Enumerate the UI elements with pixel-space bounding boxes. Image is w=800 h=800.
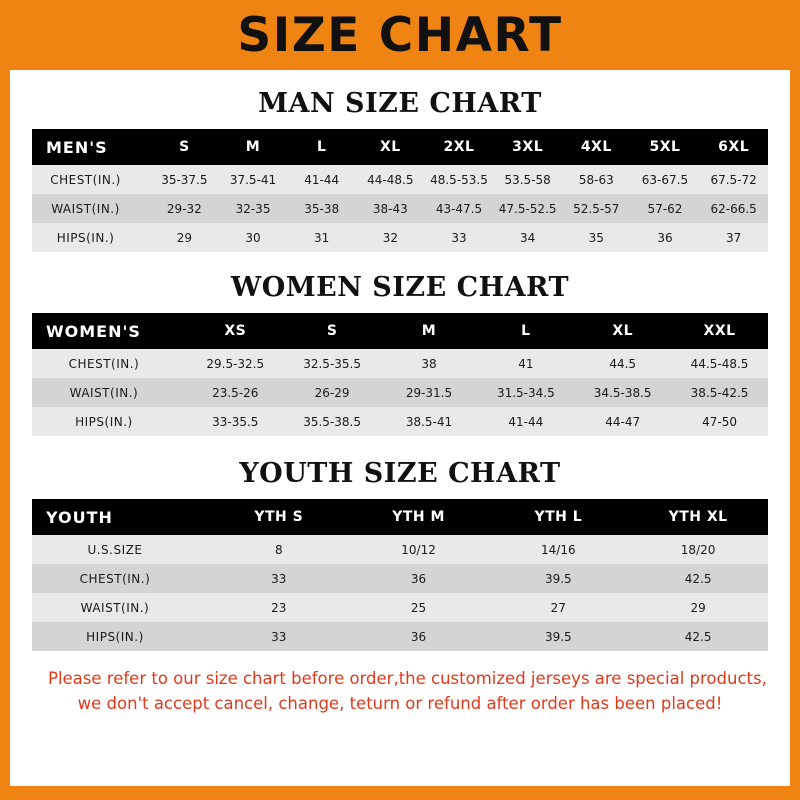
men-col-0: S (150, 129, 219, 165)
men-col-4: 2XL (425, 129, 494, 165)
youth-table-head (32, 499, 768, 535)
youth-row-0-val-0: 8 (209, 535, 349, 564)
women-row-1-val-3: 31.5-34.5 (477, 378, 574, 407)
table-row (32, 535, 768, 564)
men-row-2-val-6: 35 (562, 223, 631, 252)
men-header-row (32, 129, 768, 165)
men-row-0-val-8: 67.5-72 (699, 165, 768, 194)
men-col-1: M (219, 129, 288, 165)
women-row-1-val-4: 34.5-38.5 (574, 378, 671, 407)
men-row-1-val-0: 29-32 (150, 194, 219, 223)
men-row-1-val-2: 35-38 (287, 194, 356, 223)
youth-row-2-val-2: 27 (488, 593, 628, 622)
men-size-table (32, 129, 768, 252)
women-row-2-val-0: 33-35.5 (187, 407, 284, 436)
men-row-2-label: HIPS(IN.) (32, 223, 150, 252)
women-row-1-val-5: 38.5-42.5 (671, 378, 768, 407)
youth-col-1: YTH M (349, 499, 489, 535)
men-row-0-val-4: 48.5-53.5 (425, 165, 494, 194)
youth-col-3: YTH XL (628, 499, 768, 535)
men-col-6: 4XL (562, 129, 631, 165)
men-row-1-val-1: 32-35 (219, 194, 288, 223)
footer-line-1: Please refer to our size chart before order,the customized jerseys are special products, (48, 669, 767, 688)
women-header-label: WOMEN'S (32, 313, 187, 349)
men-row-0-val-5: 53.5-58 (493, 165, 562, 194)
women-row-0-val-2: 38 (381, 349, 478, 378)
page-footer-band (0, 786, 800, 800)
women-col-2: M (381, 313, 478, 349)
women-row-1-val-0: 23.5-26 (187, 378, 284, 407)
men-row-0-val-1: 37.5-41 (219, 165, 288, 194)
youth-row-1-label: CHEST(IN.) (32, 564, 209, 593)
women-size-table (32, 313, 768, 436)
women-row-0-label: CHEST(IN.) (32, 349, 187, 378)
men-row-2-val-1: 30 (219, 223, 288, 252)
women-section-title: WOMEN SIZE CHART (230, 272, 570, 303)
men-row-2-val-2: 31 (287, 223, 356, 252)
men-row-2-val-7: 36 (631, 223, 700, 252)
table-row (32, 593, 768, 622)
women-row-1-val-2: 29-31.5 (381, 378, 478, 407)
men-row-1-val-6: 52.5-57 (562, 194, 631, 223)
men-row-2-val-4: 33 (425, 223, 494, 252)
page-title: SIZE CHART (237, 7, 563, 63)
youth-size-table (32, 499, 768, 651)
youth-col-0: YTH S (209, 499, 349, 535)
youth-row-3-label: HIPS(IN.) (32, 622, 209, 651)
women-header-row (32, 313, 768, 349)
youth-row-2-label: WAIST(IN.) (32, 593, 209, 622)
youth-row-0-val-1: 10/12 (349, 535, 489, 564)
youth-table-body (32, 535, 768, 651)
youth-row-1-val-2: 39.5 (488, 564, 628, 593)
women-col-5: XXL (671, 313, 768, 349)
men-row-0-val-2: 41-44 (287, 165, 356, 194)
youth-row-1-val-1: 36 (349, 564, 489, 593)
men-row-1-label: WAIST(IN.) (32, 194, 150, 223)
men-row-1-val-5: 47.5-52.5 (493, 194, 562, 223)
page-header-band (0, 0, 800, 70)
men-row-2-val-5: 34 (493, 223, 562, 252)
youth-row-3-val-0: 33 (209, 622, 349, 651)
footer-line-2: we don't accept cancel, change, teturn or refund after order has been placed! (77, 693, 723, 713)
men-col-8: 6XL (699, 129, 768, 165)
women-row-1-val-1: 26-29 (284, 378, 381, 407)
women-row-2-val-5: 47-50 (671, 407, 768, 436)
table-row (32, 349, 768, 378)
table-row (32, 194, 768, 223)
women-table-head (32, 313, 768, 349)
men-row-0-val-6: 58-63 (562, 165, 631, 194)
footer-disclaimer (48, 667, 767, 717)
men-header-label: MEN'S (32, 129, 150, 165)
women-row-2-val-3: 41-44 (477, 407, 574, 436)
men-row-0-val-3: 44-48.5 (356, 165, 425, 194)
women-col-0: XS (187, 313, 284, 349)
youth-header-row (32, 499, 768, 535)
women-row-1-label: WAIST(IN.) (32, 378, 187, 407)
men-table-head (32, 129, 768, 165)
men-section-title: MAN SIZE CHART (258, 88, 542, 119)
youth-row-1-val-3: 42.5 (628, 564, 768, 593)
men-row-2-val-3: 32 (356, 223, 425, 252)
table-row (32, 407, 768, 436)
men-row-1-val-7: 57-62 (631, 194, 700, 223)
men-row-2-val-8: 37 (699, 223, 768, 252)
women-col-4: XL (574, 313, 671, 349)
table-row (32, 622, 768, 651)
women-row-0-val-5: 44.5-48.5 (671, 349, 768, 378)
youth-row-3-val-1: 36 (349, 622, 489, 651)
women-col-3: L (477, 313, 574, 349)
women-row-2-label: HIPS(IN.) (32, 407, 187, 436)
men-row-1-val-3: 38-43 (356, 194, 425, 223)
youth-row-1-val-0: 33 (209, 564, 349, 593)
men-row-1-val-4: 43-47.5 (425, 194, 494, 223)
youth-row-0-val-2: 14/16 (488, 535, 628, 564)
women-table-body (32, 349, 768, 436)
men-row-0-label: CHEST(IN.) (32, 165, 150, 194)
men-row-1-val-8: 62-66.5 (699, 194, 768, 223)
men-col-2: L (287, 129, 356, 165)
youth-col-2: YTH L (488, 499, 628, 535)
youth-header-label: YOUTH (32, 499, 209, 535)
women-col-1: S (284, 313, 381, 349)
youth-row-0-label: U.S.SIZE (32, 535, 209, 564)
youth-row-0-val-3: 18/20 (628, 535, 768, 564)
women-row-2-val-4: 44-47 (574, 407, 671, 436)
women-row-0-val-3: 41 (477, 349, 574, 378)
youth-row-3-val-3: 42.5 (628, 622, 768, 651)
table-row (32, 165, 768, 194)
women-row-2-val-2: 38.5-41 (381, 407, 478, 436)
men-col-7: 5XL (631, 129, 700, 165)
youth-row-3-val-2: 39.5 (488, 622, 628, 651)
youth-section-title: YOUTH SIZE CHART (239, 458, 561, 489)
table-row (32, 223, 768, 252)
women-row-2-val-1: 35.5-38.5 (284, 407, 381, 436)
women-row-0-val-4: 44.5 (574, 349, 671, 378)
men-row-0-val-0: 35-37.5 (150, 165, 219, 194)
youth-row-2-val-3: 29 (628, 593, 768, 622)
chart-content (10, 88, 790, 717)
men-col-5: 3XL (493, 129, 562, 165)
table-row (32, 378, 768, 407)
men-col-3: XL (356, 129, 425, 165)
men-table-body (32, 165, 768, 252)
table-row (32, 564, 768, 593)
youth-row-2-val-1: 25 (349, 593, 489, 622)
women-row-0-val-1: 32.5-35.5 (284, 349, 381, 378)
men-row-0-val-7: 63-67.5 (631, 165, 700, 194)
men-row-2-val-0: 29 (150, 223, 219, 252)
youth-row-2-val-0: 23 (209, 593, 349, 622)
women-row-0-val-0: 29.5-32.5 (187, 349, 284, 378)
